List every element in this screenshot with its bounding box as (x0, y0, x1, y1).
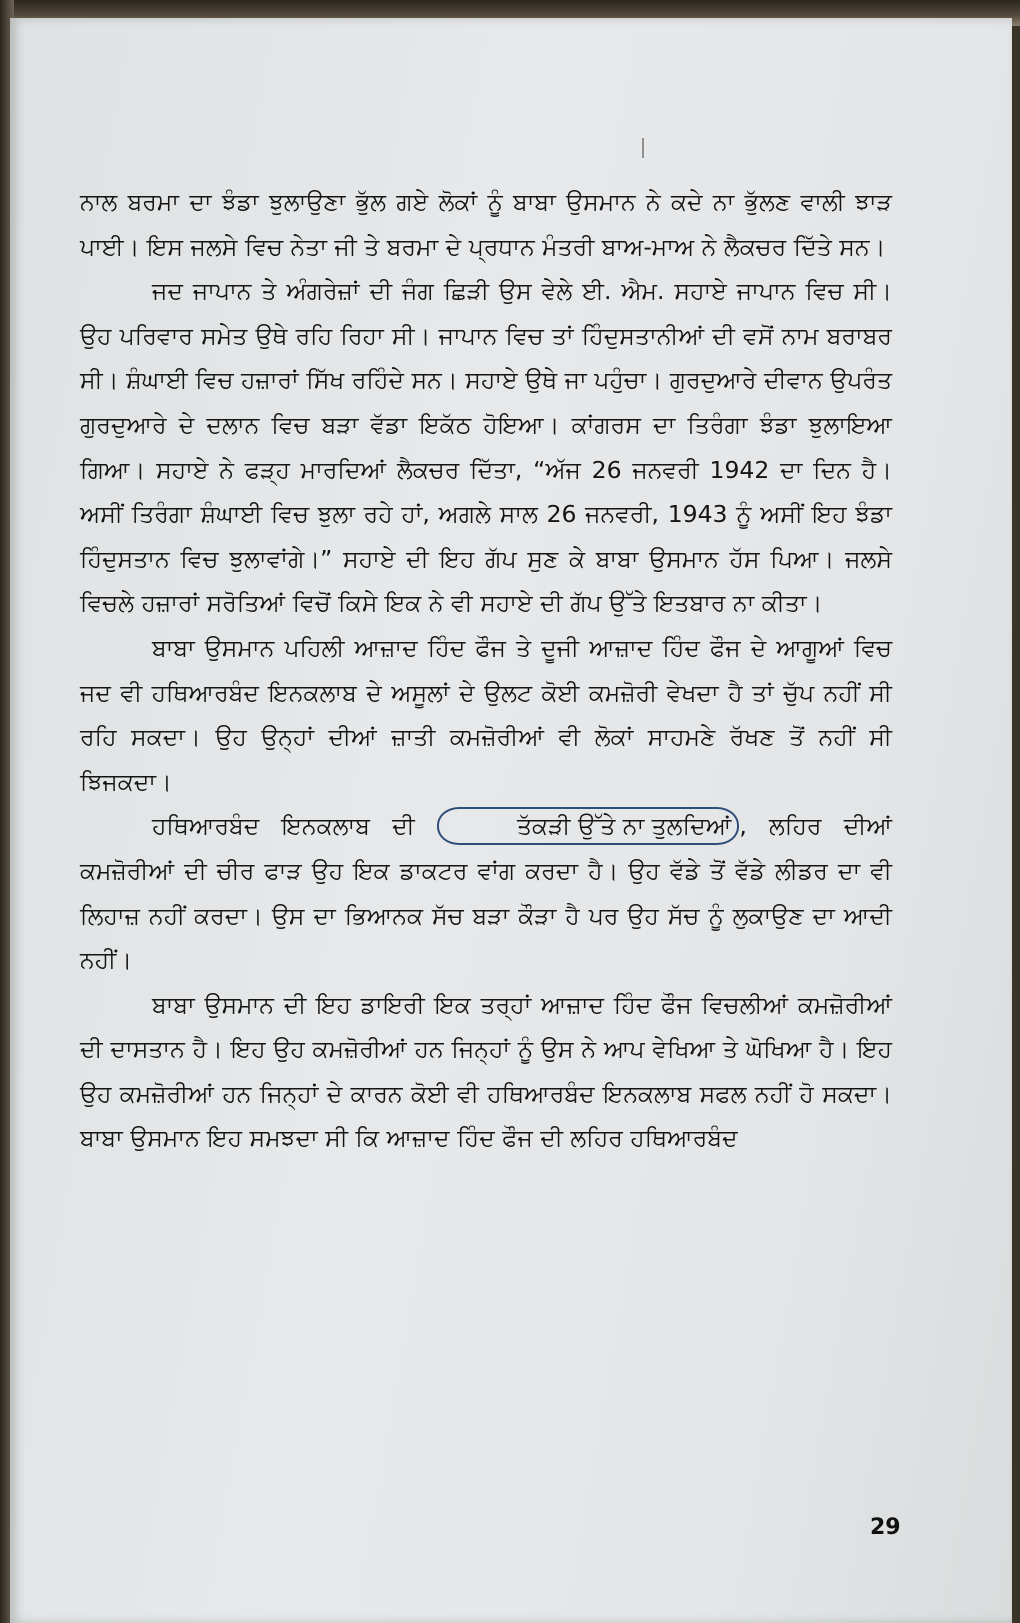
pen-circled-phrase: ਤੱਕੜੀ ਉੱਤੇ ਨਾ ਤੁਲਦਿਆਂ (437, 807, 739, 845)
paragraph-2: ਜਦ ਜਾਪਾਨ ਤੇ ਅੰਗਰੇਜ਼ਾਂ ਦੀ ਜੰਗ ਛਿੜੀ ਉਸ ਵੇਲੇ ਈ. ਐਮ. ਸਹਾਏ ਜਾਪਾਨ ਵਿਚ ਸੀ। ਉਹ ਪਰਿਵਾਰ ਸਮੇਤ ਉਥੇ ਰਹਿ ਰਿਹਾ ਸੀ। ਜਾਪਾਨ ਵਿਚ ਤਾਂ ਹਿੰਦੁਸਤਾਨੀਆਂ ਦੀ ਵਸੋਂ ਨਾਮ ਬਰਾਬਰ ਸੀ। ਸ਼ੰਘਾਈ ਵਿਚ ਹਜ਼ਾਰਾਂ ਸਿੱਖ ਰਹਿੰਦੇ ਸਨ। ਸਹਾਏ ਉਥੇ ਜਾ ਪਹੁੰਚਾ। ਗੁਰਦੁਆਰੇ ਦੀਵਾਨ ਉਪਰੰਤ ਗੁਰਦੁਆਰੇ ਦੇ ਦਲਾਨ ਵਿਚ ਬੜਾ ਵੱਡਾ ਇਕੱਠ ਹੋਇਆ। ਕਾਂਗਰਸ ਦਾ ਤਿਰੰਗਾ ਝੰਡਾ ਝੁਲਾਇਆ ਗਿਆ। ਸਹਾਏ ਨੇ ਫੜ੍ਹ ਮਾਰਦਿਆਂ ਲੈਕਚਰ ਦਿੱਤਾ, “ਅੱਜ 26 ਜਨਵਰੀ 1942 ਦਾ ਦਿਨ ਹੈ। ਅਸੀਂ ਤਿਰੰਗਾ ਸ਼ੰਘਾਈ ਵਿਚ ਝੁਲਾ ਰਹੇ ਹਾਂ, ਅਗਲੇ ਸਾਲ 26 ਜਨਵਰੀ, 1943 ਨੂੰ ਅਸੀਂ ਇਹ ਝੰਡਾ ਹਿੰਦੁਸਤਾਨ ਵਿਚ ਝੁਲਾਵਾਂਗੇ।” ਸਹਾਏ ਦੀ ਇਹ ਗੱਪ ਸੁਣ ਕੇ ਬਾਬਾ ਉਸਮਾਨ ਹੱਸ ਪਿਆ। ਜਲਸੇ ਵਿਚਲੇ ਹਜ਼ਾਰਾਂ ਸਰੋਤਿਆਂ ਵਿਚੋਂ ਕਿਸੇ ਇਕ ਨੇ ਵੀ ਸਹਾਏ ਦੀ ਗੱਪ ਉੱਤੇ ਇਤਬਾਰ ਨਾ ਕੀਤਾ। (80, 277, 892, 618)
page-number: 29 (870, 1515, 901, 1540)
paragraph-4-lead: ਹਥਿਆਰਬੰਦ ਇਨਕਲਾਬ ਦੀ (152, 812, 437, 841)
paragraph-3: ਬਾਬਾ ਉਸਮਾਨ ਪਹਿਲੀ ਆਜ਼ਾਦ ਹਿੰਦ ਫੌਜ ਤੇ ਦੂਜੀ ਆਜ਼ਾਦ ਹਿੰਦ ਫੌਜ ਦੇ ਆਗੂਆਂ ਵਿਚ ਜਦ ਵੀ ਹਥਿਆਰਬੰਦ ਇਨਕਲਾਬ ਦੇ ਅਸੂਲਾਂ ਦੇ ਉਲਟ ਕੋਈ ਕਮਜ਼ੋਰੀ ਵੇਖਦਾ ਹੈ ਤਾਂ ਚੁੱਪ ਨਹੀਂ ਸੀ ਰਹਿ ਸਕਦਾ। ਉਹ ਉਨ੍ਹਾਂ ਦੀਆਂ ਜ਼ਾਤੀ ਕਮਜ਼ੋਰੀਆਂ ਵੀ ਲੋਕਾਂ ਸਾਹਮਣੇ ਰੱਖਣ ਤੋਂ ਨਹੀਂ ਸੀ ਝਿਜਕਦਾ। (80, 633, 892, 796)
paragraph-4-rest: , ਲਹਿਰ ਦੀਆਂ ਕਮਜ਼ੋਰੀਆਂ ਦੀ ਚੀਰ ਫਾੜ ਉਹ ਇਕ ਡਾਕਟਰ ਵਾਂਗ ਕਰਦਾ ਹੈ। ਉਹ ਵੱਡੇ ਤੋਂ ਵੱਡੇ ਲੀਡਰ ਦਾ ਵੀ ਲਿਹਾਜ਼ ਨਹੀਂ ਕਰਦਾ। ਉਸ ਦਾ ਭਿਆਨਕ ਸੱਚ ਬੜਾ ਕੌੜਾ ਹੈ ਪਰ ਉਹ ਸੱਚ ਨੂੰ ਲੁਕਾਉਣ ਦਾ ਆਦੀ ਨਹੀਂ। (80, 812, 892, 975)
page-body-text (80, 180, 892, 1161)
pencil-tick-mark (642, 138, 644, 158)
paragraph-5: ਬਾਬਾ ਉਸਮਾਨ ਦੀ ਇਹ ਡਾਇਰੀ ਇਕ ਤਰ੍ਹਾਂ ਆਜ਼ਾਦ ਹਿੰਦ ਫੌਜ ਵਿਚਲੀਆਂ ਕਮਜ਼ੋਰੀਆਂ ਦੀ ਦਾਸਤਾਨ ਹੈ। ਇਹ ਉਹ ਕਮਜ਼ੋਰੀਆਂ ਹਨ ਜਿਨ੍ਹਾਂ ਨੂੰ ਉਸ ਨੇ ਆਪ ਵੇਖਿਆ ਤੇ ਘੋਖਿਆ ਹੈ। ਇਹ ਉਹ ਕਮਜ਼ੋਰੀਆਂ ਹਨ ਜਿਨ੍ਹਾਂ ਦੇ ਕਾਰਨ ਕੋਈ ਵੀ ਹਥਿਆਰਬੰਦ ਇਨਕਲਾਬ ਸਫਲ ਨਹੀਂ ਹੋ ਸਕਦਾ। ਬਾਬਾ ਉਸਮਾਨ ਇਹ ਸਮਝਦਾ ਸੀ ਕਿ ਆਜ਼ਾਦ ਹਿੰਦ ਫੌਜ ਦੀ ਲਹਿਰ ਹਥਿਆਰਬੰਦ (80, 990, 892, 1153)
paragraph-1: ਨਾਲ ਬਰਮਾ ਦਾ ਝੰਡਾ ਝੁਲਾਉਣਾ ਭੁੱਲ ਗਏ ਲੋਕਾਂ ਨੂੰ ਬਾਬਾ ਉਸਮਾਨ ਨੇ ਕਦੇ ਨਾ ਭੁੱਲਣ ਵਾਲੀ ਝਾੜ ਪਾਈ। ਇਸ ਜਲਸੇ ਵਿਚ ਨੇਤਾ ਜੀ ਤੇ ਬਰਮਾ ਦੇ ਪ੍ਰਧਾਨ ਮੰਤਰੀ ਬਾਅ-ਮਾਅ ਨੇ ਲੈਕਚਰ ਦਿੱਤੇ ਸਨ। (80, 188, 892, 261)
paragraph-4 (80, 804, 892, 982)
